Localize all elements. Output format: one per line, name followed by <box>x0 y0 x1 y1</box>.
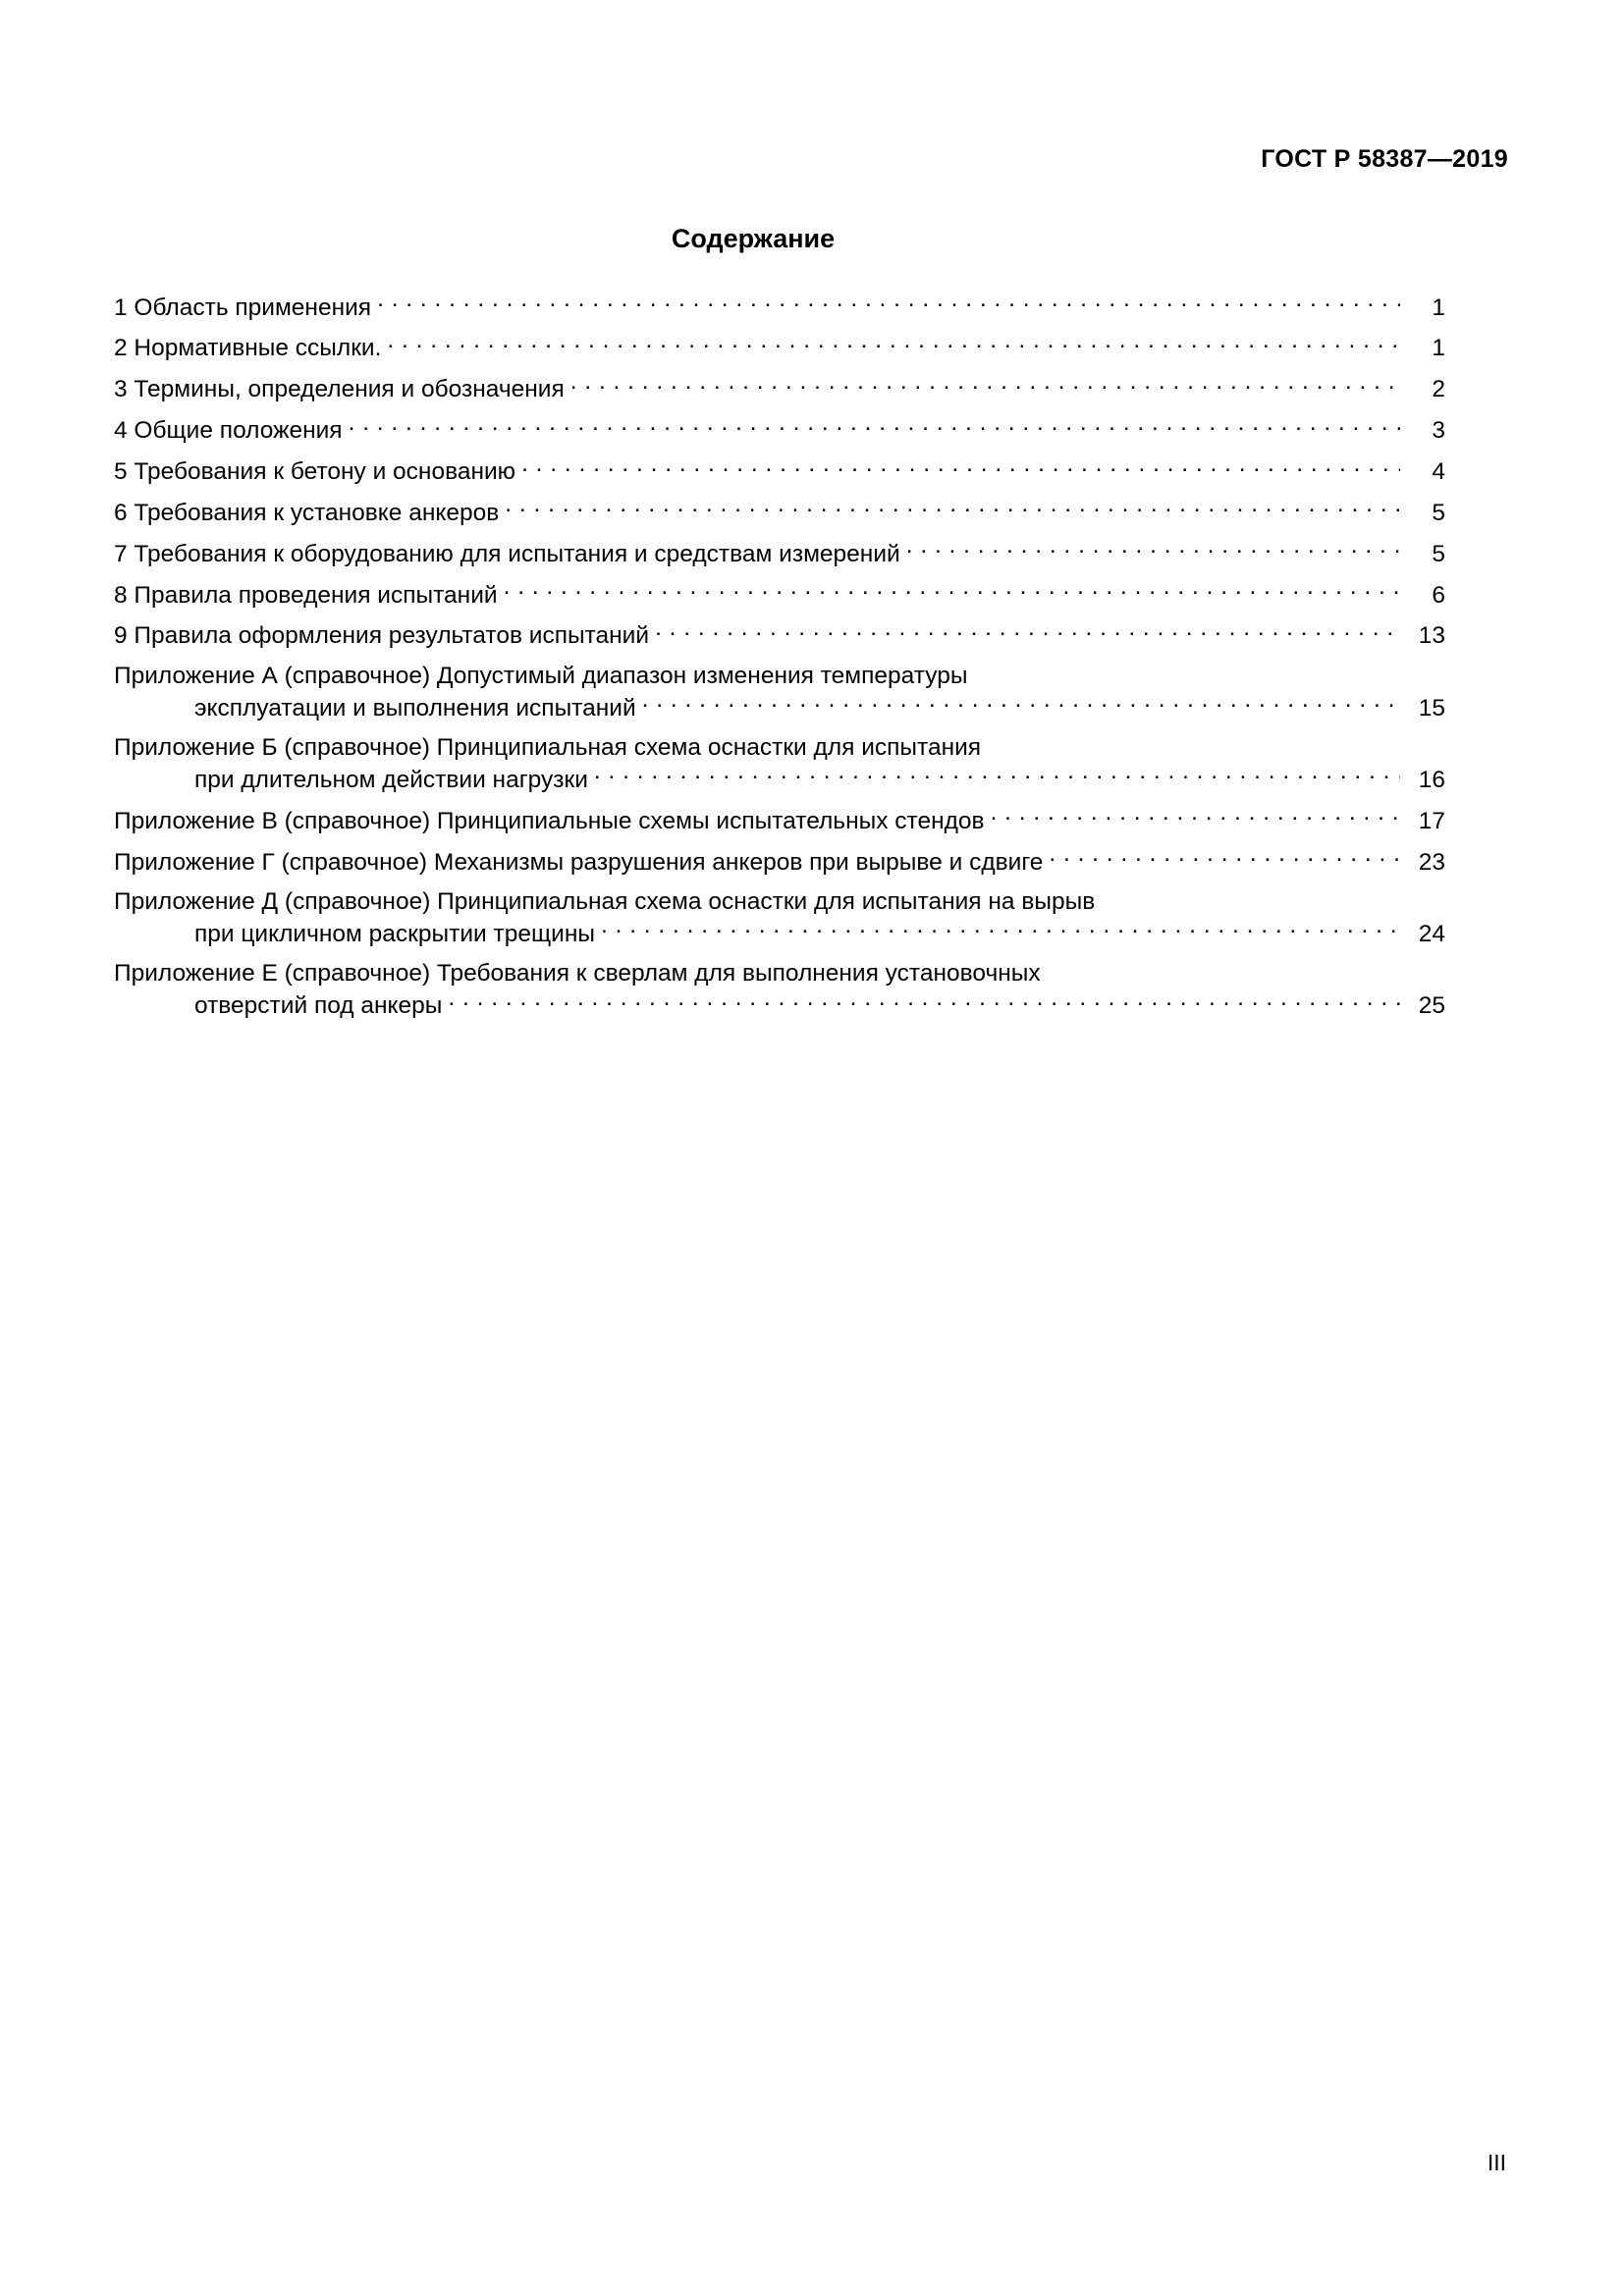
toc-page-number: 15 <box>1418 694 1445 721</box>
toc-leader-dots <box>448 988 1400 1013</box>
toc-entry[interactable] <box>114 845 1445 878</box>
toc-leader-dots <box>594 763 1400 787</box>
toc-entry-label: 7 Требования к оборудованию для испытания и средствам измерений <box>114 540 900 567</box>
toc-leader-dots <box>387 332 1400 356</box>
toc-entry[interactable] <box>114 496 1445 528</box>
toc-entry-label: 9 Правила оформления результатов испытаний <box>114 622 650 650</box>
toc-page-number: 5 <box>1432 499 1445 526</box>
toc-entry[interactable] <box>114 537 1445 569</box>
toc-page-number: 5 <box>1432 540 1445 567</box>
toc-page-number: 2 <box>1432 376 1445 403</box>
toc-entry-label: Приложение Б (справочное) Принципиальная схема оснастки для испытания <box>114 733 982 761</box>
toc-leader-dots <box>642 691 1400 716</box>
toc-page-number: 6 <box>1432 581 1445 609</box>
toc-page-number: 13 <box>1418 622 1445 650</box>
toc-entry-label: 2 Нормативные ссылки. <box>114 335 382 362</box>
toc-page-number: 3 <box>1432 417 1445 445</box>
toc-entry[interactable] <box>114 958 1445 1021</box>
toc-entry[interactable] <box>114 414 1445 447</box>
toc-leader-dots <box>349 414 1400 439</box>
toc-entry-label-continued: при цикличном раскрытии трещины <box>194 920 595 947</box>
toc-entry-label: 1 Область применения <box>114 294 372 321</box>
toc-entry-label: Приложение А (справочное) Допустимый диапазон изменения температуры <box>114 662 968 689</box>
toc-leader-dots <box>521 454 1400 479</box>
toc-entry[interactable] <box>114 454 1445 487</box>
toc-page-number: 1 <box>1432 294 1445 321</box>
toc-entry-label: 8 Правила проведения испытаний <box>114 581 498 609</box>
toc-entry[interactable] <box>114 732 1445 795</box>
toc-entry-label-continued: при длительном действии нагрузки <box>194 766 588 793</box>
toc-entry-label-continued: эксплуатации и выполнения испытаний <box>194 694 636 721</box>
toc-leader-dots <box>377 291 1400 315</box>
toc-entry-label: 6 Требования к установке анкеров <box>114 499 500 526</box>
toc-leader-dots <box>1049 845 1400 870</box>
toc-entry-label: Приложение Е (справочное) Требования к сверлам для выполнения установочных <box>114 960 1041 988</box>
table-of-contents <box>114 291 1445 1030</box>
toc-entry[interactable] <box>114 804 1445 836</box>
toc-page-number: 17 <box>1418 807 1445 834</box>
toc-entry-label: 3 Термины, определения и обозначения <box>114 376 565 403</box>
toc-leader-dots <box>505 496 1400 520</box>
toc-entry[interactable] <box>114 578 1445 611</box>
toc-leader-dots <box>991 804 1400 828</box>
toc-entry[interactable] <box>114 373 1445 405</box>
footer-page-number: III <box>1487 2150 1506 2175</box>
toc-entry-label: Приложение Д (справочное) Принципиальная схема оснастки для испытания на вырыв <box>114 887 1096 915</box>
toc-entry-label: Приложение В (справочное) Принципиальные схемы испытательных стендов <box>114 807 985 834</box>
toc-page-number: 16 <box>1418 766 1445 793</box>
toc-entry[interactable] <box>114 332 1445 364</box>
toc-page-number: 24 <box>1418 920 1445 947</box>
toc-page-number: 23 <box>1418 848 1445 876</box>
toc-page-number: 25 <box>1418 991 1445 1019</box>
toc-leader-dots <box>570 373 1400 398</box>
standard-number-header: ГОСТ Р 58387—2019 <box>1261 145 1508 173</box>
toc-entry[interactable] <box>114 886 1445 949</box>
toc-leader-dots <box>504 578 1400 603</box>
toc-page-number: 1 <box>1432 335 1445 362</box>
toc-entry[interactable] <box>114 291 1445 323</box>
toc-entry-label-continued: отверстий под анкеры <box>194 991 443 1019</box>
toc-page-number: 4 <box>1432 457 1445 485</box>
toc-entry-label: 4 Общие положения <box>114 417 343 445</box>
toc-entry[interactable] <box>114 661 1445 723</box>
toc-entry-label: Приложение Г (справочное) Механизмы разрушения анкеров при вырыве и сдвиге <box>114 848 1044 876</box>
toc-entry[interactable] <box>114 619 1445 652</box>
toc-leader-dots <box>906 537 1400 561</box>
page-title: Содержание <box>671 224 836 253</box>
toc-entry-label: 5 Требования к бетону и основанию <box>114 457 516 485</box>
toc-leader-dots <box>601 917 1400 941</box>
toc-leader-dots <box>655 619 1400 644</box>
